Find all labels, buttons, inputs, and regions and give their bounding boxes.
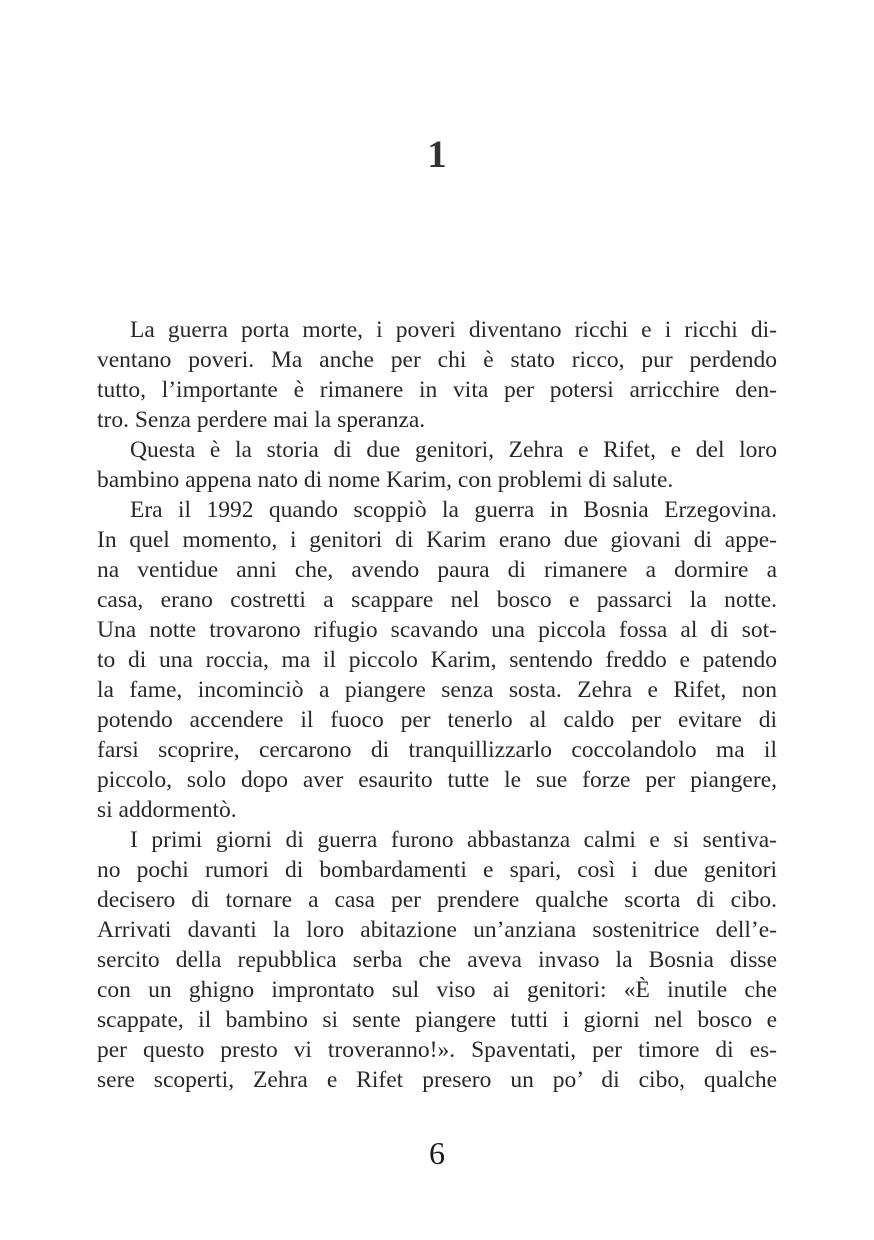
text-line: tutto, l’importante è rimanere in vita per potersi arricchire den- — [97, 377, 777, 403]
text-line: Questa è la storia di due genitori, Zehra e Rifet, e del loro — [130, 437, 777, 463]
text-line: potendo accendere il fuoco per tenerlo al caldo per evitare di — [97, 707, 777, 733]
text-line: I primi giorni di guerra furono abbastanza calmi e si sentiva- — [130, 827, 777, 853]
paragraph — [97, 315, 777, 435]
text-line: Arrivati davanti la loro abitazione un’anziana sostenitrice dell’e- — [97, 917, 777, 943]
text-line: con un ghigno improntato sul viso ai genitori: «È inutile che — [97, 977, 777, 1003]
text-line: casa, erano costretti a scappare nel bosco e passarci la notte. — [97, 587, 777, 613]
page-number: 6 — [429, 1135, 445, 1171]
text-line: la fame, incominciò a piangere senza sosta. Zehra e Rifet, non — [97, 677, 777, 703]
text-line: piccolo, solo dopo aver esaurito tutte le sue forze per piangere, — [97, 767, 777, 793]
text-line: Una notte trovarono rifugio scavando una piccola fossa al di sot- — [97, 617, 777, 643]
text-line: per questo presto vi troveranno!». Spaventati, per timore di es- — [97, 1037, 777, 1063]
text-line: sere scoperti, Zehra e Rifet presero un po’ di cibo, qualche — [97, 1067, 777, 1093]
paragraph — [97, 825, 777, 1095]
text-line: si addormentò. — [97, 797, 237, 823]
text-line: farsi scoprire, cercarono di tranquillizzarlo coccolandolo ma il — [97, 737, 777, 763]
text-line: Era il 1992 quando scoppiò la guerra in Bosnia Erzegovina. — [130, 497, 777, 523]
body-text — [97, 315, 777, 1095]
text-line: decisero di tornare a casa per prendere qualche scorta di cibo. — [97, 887, 777, 913]
paragraph — [97, 435, 777, 495]
paragraph — [97, 495, 777, 825]
chapter-number: 1 — [427, 133, 447, 176]
text-line: tro. Senza perdere mai la speranza. — [97, 407, 426, 433]
text-line: La guerra porta morte, i poveri diventano ricchi e i ricchi di- — [130, 317, 777, 343]
text-line: to di una roccia, ma il piccolo Karim, sentendo freddo e patendo — [97, 647, 777, 673]
text-line: sercito della repubblica serba che aveva invaso la Bosnia disse — [97, 947, 777, 973]
text-line: ventano poveri. Ma anche per chi è stato ricco, pur perdendo — [97, 347, 777, 373]
text-line: bambino appena nato di nome Karim, con problemi di salute. — [97, 467, 674, 493]
text-line: no pochi rumori di bombardamenti e spari, così i due genitori — [97, 857, 777, 883]
text-line: na ventidue anni che, avendo paura di rimanere a dormire a — [97, 557, 777, 583]
text-line: In quel momento, i genitori di Karim erano due giovani di appe- — [97, 527, 777, 553]
text-line: scappate, il bambino si sente piangere tutti i giorni nel bosco e — [97, 1007, 777, 1033]
